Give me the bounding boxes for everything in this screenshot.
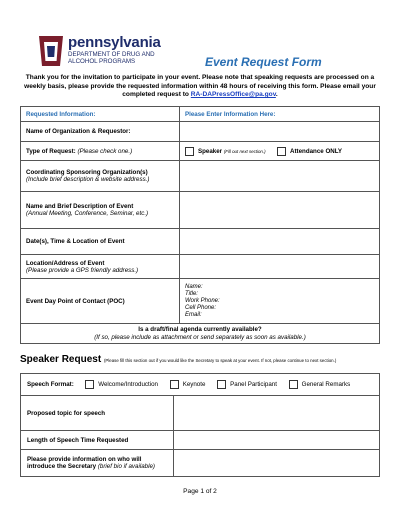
org-label (21, 122, 180, 142)
format-keynote-label: Keynote (182, 381, 206, 389)
agenda-question: Is a draft/final agenda currently available? (138, 325, 262, 333)
location-field[interactable] (180, 255, 380, 279)
event-desc-label (21, 192, 180, 229)
format-option-panel[interactable] (217, 380, 277, 389)
format-general-label: General Remarks (301, 381, 351, 389)
format-option-keynote[interactable] (170, 380, 206, 389)
dates-label (21, 229, 180, 255)
coord-label (21, 161, 180, 192)
event-desc-field[interactable] (180, 192, 380, 229)
header-enter-info: Please Enter Information Here: (180, 107, 380, 122)
request-type-field (180, 142, 380, 161)
org-label-text: Name of Organization & Requestor: (26, 128, 131, 135)
dept-line-1: DEPARTMENT OF DRUG AND (68, 51, 155, 58)
length-field[interactable] (174, 431, 380, 450)
event-desc-text: Name and Brief Description of Event (26, 203, 134, 210)
poc-work-phone: Work Phone: (185, 297, 220, 304)
attendance-option: Attendance ONLY (290, 147, 343, 155)
poc-cell-phone: Cell Phone: (185, 304, 217, 311)
welcome-checkbox[interactable] (85, 380, 94, 389)
department-name (68, 51, 155, 65)
format-panel-label: Panel Participant (230, 381, 277, 389)
length-label (21, 431, 174, 450)
intro-end: . (275, 91, 278, 99)
speaker-note: (Fill out next section.) (223, 148, 266, 154)
location-note: (Please provide a GPS friendly address.) (26, 266, 139, 274)
introducer-label (21, 450, 174, 477)
attendance-checkbox[interactable] (277, 147, 286, 156)
event-desc-note: (Annual Meeting, Conference, Seminar, etc.) (26, 210, 149, 217)
topic-label (21, 396, 174, 431)
header-requested-info: Requested Information: (21, 107, 180, 122)
poc-label-text: Event Day Point of Contact (POC) (26, 297, 125, 305)
introducer-note: (brief bio if available) (97, 463, 155, 470)
topic-field[interactable] (174, 396, 380, 431)
dates-field[interactable] (180, 229, 380, 255)
email-link[interactable]: RA-DAPressOffice@pa.gov (190, 91, 276, 99)
topic-label-text: Proposed topic for speech (27, 409, 106, 417)
speaker-request-title (20, 354, 336, 365)
agenda-note: (If so, please include as attachment or send separately as soon as available.) (94, 333, 306, 341)
format-option-welcome[interactable] (85, 380, 158, 389)
poc-title: Title: (185, 290, 198, 297)
introducer-line-1: Please provide information on who will (27, 456, 142, 463)
poc-field[interactable] (180, 279, 380, 324)
format-option-general[interactable] (289, 380, 351, 389)
keystone-icon (38, 36, 64, 68)
introducer-field[interactable] (174, 450, 380, 477)
request-type-label (21, 142, 180, 161)
dept-line-2: ALCOHOL PROGRAMS (68, 58, 136, 65)
brand-name: pennsylvania (68, 34, 161, 51)
dates-label-text: Date(s), Time & Location of Event (26, 238, 125, 245)
format-welcome-label: Welcome/Introduction (98, 381, 158, 389)
coord-field[interactable] (180, 161, 380, 192)
agenda-row (21, 324, 380, 344)
general-checkbox[interactable] (289, 380, 298, 389)
speaker-option: Speaker (198, 147, 223, 155)
intro-text (22, 74, 378, 100)
poc-email: Email: (185, 311, 202, 318)
length-label-text: Length of Speech Time Requested (27, 436, 129, 444)
speaker-table (20, 373, 380, 477)
form-title: Event Request Form (205, 55, 322, 69)
request-type-text: Type of Request: (26, 147, 76, 155)
pa-logo (38, 36, 208, 72)
speaker-checkbox[interactable] (185, 147, 194, 156)
speech-format-label: Speech Format: (27, 381, 74, 389)
page-number: Page 1 of 2 (183, 488, 217, 495)
poc-list (185, 284, 374, 319)
introducer-line-2: introduce the Secretary (27, 463, 97, 470)
coord-note: (Include brief description & website address.) (26, 176, 150, 183)
panel-checkbox[interactable] (217, 380, 226, 389)
event-info-table (20, 106, 380, 344)
poc-label (21, 279, 180, 324)
location-label-text: Location/Address of Event (26, 259, 105, 267)
intro-body: Thank you for the invitation to participate in your event. Please note that speaking requests are processed on a weekly basis, please provide the requested information within 48 hours of receiving this form. Please email your completed request to (24, 74, 376, 99)
request-type-note: (Please check one.) (77, 147, 133, 155)
coord-label-text: Coordinating Sponsoring Organization(s) (26, 169, 148, 176)
location-label (21, 255, 180, 279)
keynote-checkbox[interactable] (170, 380, 179, 389)
speaker-section-note: (Please fill this section out if you would like the Secretary to speak at your event. If not, please continue to next section.) (103, 358, 337, 363)
speaker-title-text: Speaker Request (20, 354, 102, 365)
org-field[interactable] (180, 122, 380, 142)
speech-format-row (21, 374, 380, 396)
poc-name: Name: (185, 283, 203, 290)
